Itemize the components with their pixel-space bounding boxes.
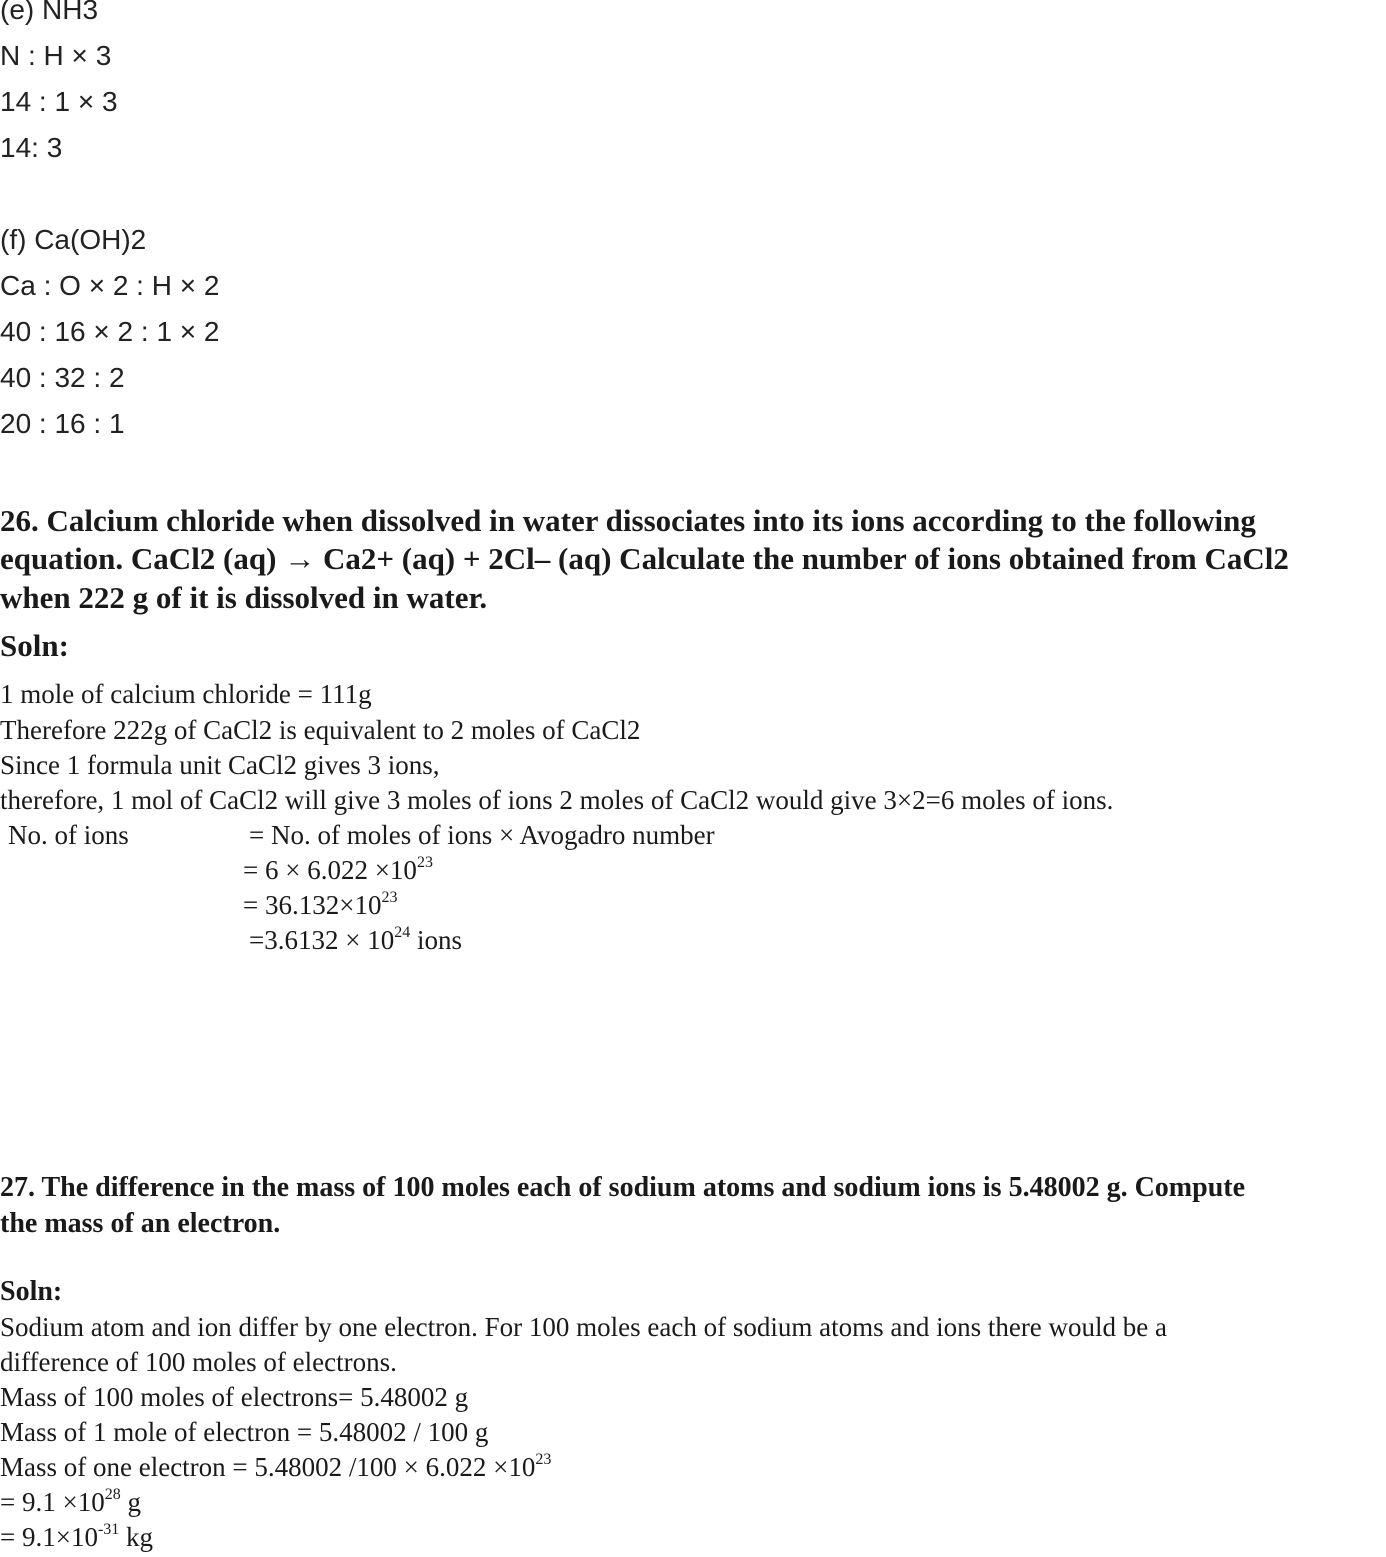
q26-line-3: Since 1 formula unit CaCl2 gives 3 ions, (0, 750, 440, 780)
q27-question-line-2: the mass of an electron. (0, 1208, 281, 1239)
q26-calc-step-2: = $6 \times 6.022 \times 10^{23}$ (243, 854, 433, 885)
q26-question-line-3: when 222 g of it is dissolved in water. (0, 580, 488, 615)
part-f-line-3: 40 : 32 : 2 (0, 362, 125, 393)
q26-line-1: 1 mole of calcium chloride = 111g (0, 679, 372, 709)
q26-line-4: therefore, 1 mol of CaCl2 will give 3 moles of ions 2 moles of CaCl2 would give 3×2=6 moles of ions. (0, 785, 1114, 815)
part-f-line-4: 20 : 16 : 1 (0, 408, 125, 439)
q26-calc-step-3: = $36.132\times 10^{23}$ (243, 889, 398, 920)
q26-question-line-1: 26. Calcium chloride when dissolved in water dissociates into its ions according to the following (0, 503, 1256, 538)
q27-line-4: Mass of 1 mole of electron = 5.48002 / 100 g (0, 1417, 489, 1447)
q26-calc-step-4: $=3.6132 \times 10^{24}$ ions (249, 924, 462, 955)
q27-result-grams: = $9.1 \times 10^{28}$ g (0, 1486, 141, 1517)
q27-question-line-1: 27. The difference in the mass of 100 moles each of sodium atoms and sodium ions is 5.48002 g. Compute (0, 1172, 1246, 1203)
q27-result-kg: = $9.1\times 10^{-31}$ kg (0, 1521, 154, 1552)
part-e-line-1: N : H × 3 (0, 40, 112, 71)
q26-line-2: Therefore 222g of CaCl2 is equivalent to 2 moles of CaCl2 (0, 715, 641, 745)
part-e-line-3: 14: 3 (0, 132, 63, 163)
part-f-line-2: 40 : 16 × 2 : 1 × 2 (0, 316, 220, 347)
part-e-heading: (e) NH3 (0, 0, 99, 25)
q27-line-2: difference of 100 moles of electrons. (0, 1347, 397, 1377)
part-f-heading: (f) Ca(OH)2 (0, 224, 147, 255)
q26-question-line-2: equation. CaCl2 (aq) → Ca2+ (aq) + 2Cl– (aq) Calculate the number of ions obtained from CaCl2 (0, 541, 1289, 576)
part-f-line-1: Ca : O × 2 : H × 2 (0, 270, 220, 301)
q26-soln-label: Soln: (0, 628, 69, 663)
q27-mass-one-electron: Mass of one electron = 5.48002 $/100 \times 6.022 \times 10^{23}$ (0, 1451, 552, 1482)
q26-ions-label: No. of ions (8, 820, 129, 850)
q27-soln-label: Soln: (0, 1276, 63, 1307)
q27-line-1: Sodium atom and ion differ by one electron. For 100 moles each of sodium atoms and ions there would be a (0, 1312, 1168, 1342)
part-e-line-2: 14 : 1 × 3 (0, 86, 118, 117)
q26-calc-step-1: = No. of moles of ions × Avogadro number (249, 820, 715, 850)
q27-line-3: Mass of 100 moles of electrons= 5.48002 g (0, 1382, 469, 1412)
